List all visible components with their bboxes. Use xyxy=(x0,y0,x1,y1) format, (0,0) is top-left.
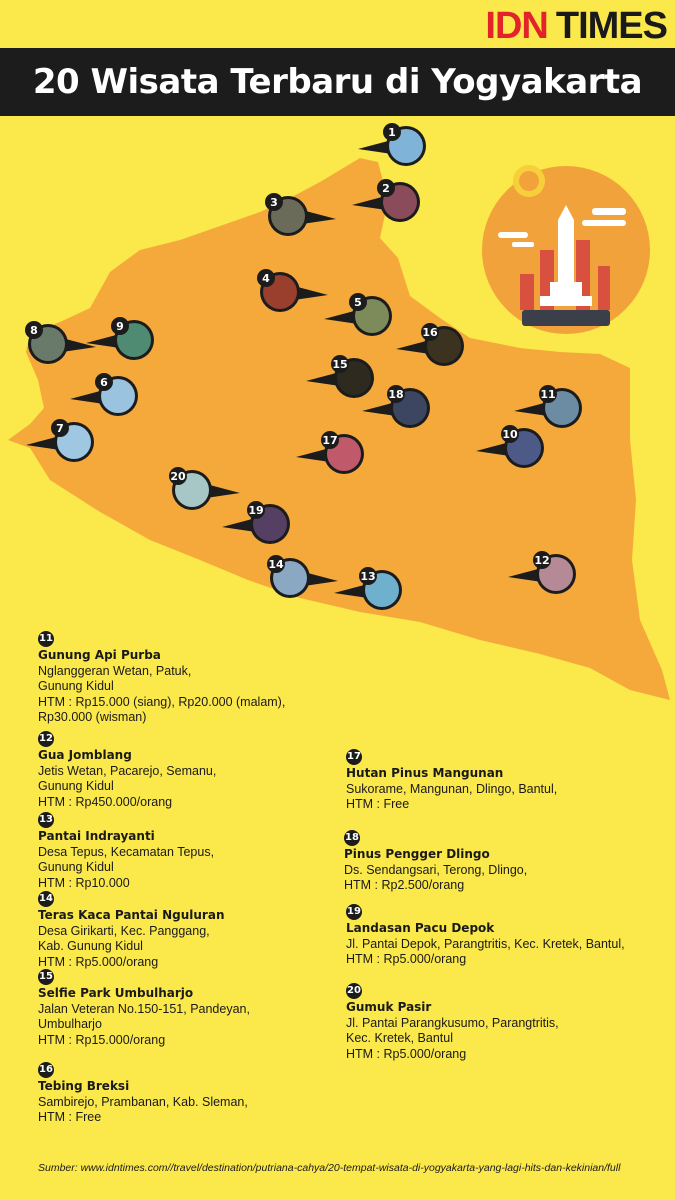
entry-14 xyxy=(38,890,224,970)
entry-name: Hutan Pinus Mangunan xyxy=(346,766,504,780)
entry-11 xyxy=(38,630,285,726)
marker-label: 11 xyxy=(540,388,556,401)
entry-line: HTM : Rp15.000 (siang), Rp20.000 (malam), xyxy=(38,694,286,709)
entry-line: HTM : Rp5.000/orang xyxy=(38,954,159,969)
marker-label: 16 xyxy=(422,326,438,339)
entry-line: HTM : Rp2.500/orang xyxy=(344,878,465,892)
entry-number: 17 xyxy=(346,749,362,765)
entry-15 xyxy=(38,968,250,1048)
entry-line: Jetis Wetan, Pacarejo, Semanu, xyxy=(38,763,217,778)
marker-label: 6 xyxy=(100,376,108,389)
entry-name: Gunung Api Purba xyxy=(38,648,161,662)
idn-times-logo xyxy=(485,6,667,46)
entry-number: 12 xyxy=(38,731,54,747)
entry-number: 16 xyxy=(38,1062,54,1078)
tugu-monument-icon xyxy=(482,165,650,334)
entry-number: 20 xyxy=(346,983,362,999)
entry-line: HTM : Rp15.000/orang xyxy=(38,1032,166,1047)
entry-line: Sambirejo, Prambanan, Kab. Sleman, xyxy=(38,1094,248,1109)
entry-13 xyxy=(38,811,214,891)
map-marker xyxy=(358,123,426,166)
entry-line: Kab. Gunung Kidul xyxy=(38,939,143,953)
entry-number: 15 xyxy=(38,969,54,985)
entry-line: Sukorame, Mangunan, Dlingo, Bantul, xyxy=(346,781,558,796)
entry-line: Ds. Sendangsari, Terong, Dlingo, xyxy=(344,862,528,877)
yogyakarta-map xyxy=(0,116,675,716)
entry-line: Desa Girikarti, Kec. Panggang, xyxy=(38,923,210,938)
entry-number: 19 xyxy=(346,904,362,920)
entry-line: Rp30.000 (wisman) xyxy=(38,710,147,724)
entry-line: Umbulharjo xyxy=(38,1017,102,1031)
logo-idn: IDN xyxy=(485,5,548,47)
entry-name: Teras Kaca Pantai Nguluran xyxy=(38,908,225,922)
entry-16 xyxy=(38,1061,248,1126)
marker-label: 8 xyxy=(30,324,38,337)
entry-20 xyxy=(346,982,559,1062)
entry-line: Gunung Kidul xyxy=(38,860,114,874)
entry-line: Jl. Pantai Depok, Parangtritis, Kec. Kretek, Bantul, xyxy=(346,936,625,951)
entry-line: HTM : Free xyxy=(346,797,410,811)
entry-number: 13 xyxy=(38,812,54,828)
entry-number: 18 xyxy=(344,830,360,846)
entry-line: HTM : Rp5.000/orang xyxy=(346,952,467,966)
marker-label: 2 xyxy=(382,182,390,195)
entry-name: Landasan Pacu Depok xyxy=(346,921,495,935)
marker-label: 9 xyxy=(116,320,124,333)
entry-line: HTM : Free xyxy=(38,1110,102,1124)
entry-19 xyxy=(346,903,625,968)
entry-line: Jalan Veteran No.150-151, Pandeyan, xyxy=(38,1001,250,1016)
entry-line: Kec. Kretek, Bantul xyxy=(346,1031,454,1045)
page-title: 20 Wisata Terbaru di Yogyakarta xyxy=(0,48,675,116)
marker-label: 18 xyxy=(388,388,404,401)
entry-line: Gunung Kidul xyxy=(38,679,114,693)
entry-line: HTM : Rp5.000/orang xyxy=(346,1046,467,1061)
marker-label: 14 xyxy=(268,558,284,571)
marker-label: 20 xyxy=(170,470,186,483)
entry-18 xyxy=(344,829,527,894)
marker-label: 5 xyxy=(354,296,362,309)
entry-name: Gumuk Pasir xyxy=(346,1000,432,1014)
entry-17 xyxy=(346,748,557,813)
entry-number: 11 xyxy=(38,631,54,647)
entry-number: 14 xyxy=(38,891,54,907)
entry-line: Jl. Pantai Parangkusumo, Parangtritis, xyxy=(346,1015,559,1030)
entry-line: Nglanggeran Wetan, Patuk, xyxy=(38,663,192,678)
marker-label: 13 xyxy=(360,570,376,583)
marker-label: 7 xyxy=(56,422,64,435)
entry-line: HTM : Rp10.000 xyxy=(38,875,130,890)
source-note: Sumber: www.idntimes.com//travel/destination/putriana-cahya/20-tempat-wisata-di-yogyakarta-yang-lagi-hits-dan-kekinian/full xyxy=(38,1162,621,1174)
marker-label: 3 xyxy=(270,196,278,209)
entry-line: Gunung Kidul xyxy=(38,779,114,793)
marker-label: 17 xyxy=(322,434,338,447)
entry-name: Selfie Park Umbulharjo xyxy=(38,986,194,1000)
marker-label: 15 xyxy=(332,358,348,371)
marker-label: 12 xyxy=(534,554,550,567)
marker-label: 4 xyxy=(262,272,270,285)
marker-label: 19 xyxy=(248,504,264,517)
entry-name: Tebing Breksi xyxy=(38,1079,130,1093)
marker-label: 1 xyxy=(388,126,396,139)
logo-times: TIMES xyxy=(555,5,667,47)
entry-12 xyxy=(38,730,216,810)
entry-name: Pinus Pengger Dlingo xyxy=(344,847,490,861)
entry-line: Desa Tepus, Kecamatan Tepus, xyxy=(38,844,215,859)
entry-line: HTM : Rp450.000/orang xyxy=(38,794,173,809)
marker-label: 10 xyxy=(502,428,518,441)
entry-name: Pantai Indrayanti xyxy=(38,829,155,843)
entry-name: Gua Jomblang xyxy=(38,748,132,762)
